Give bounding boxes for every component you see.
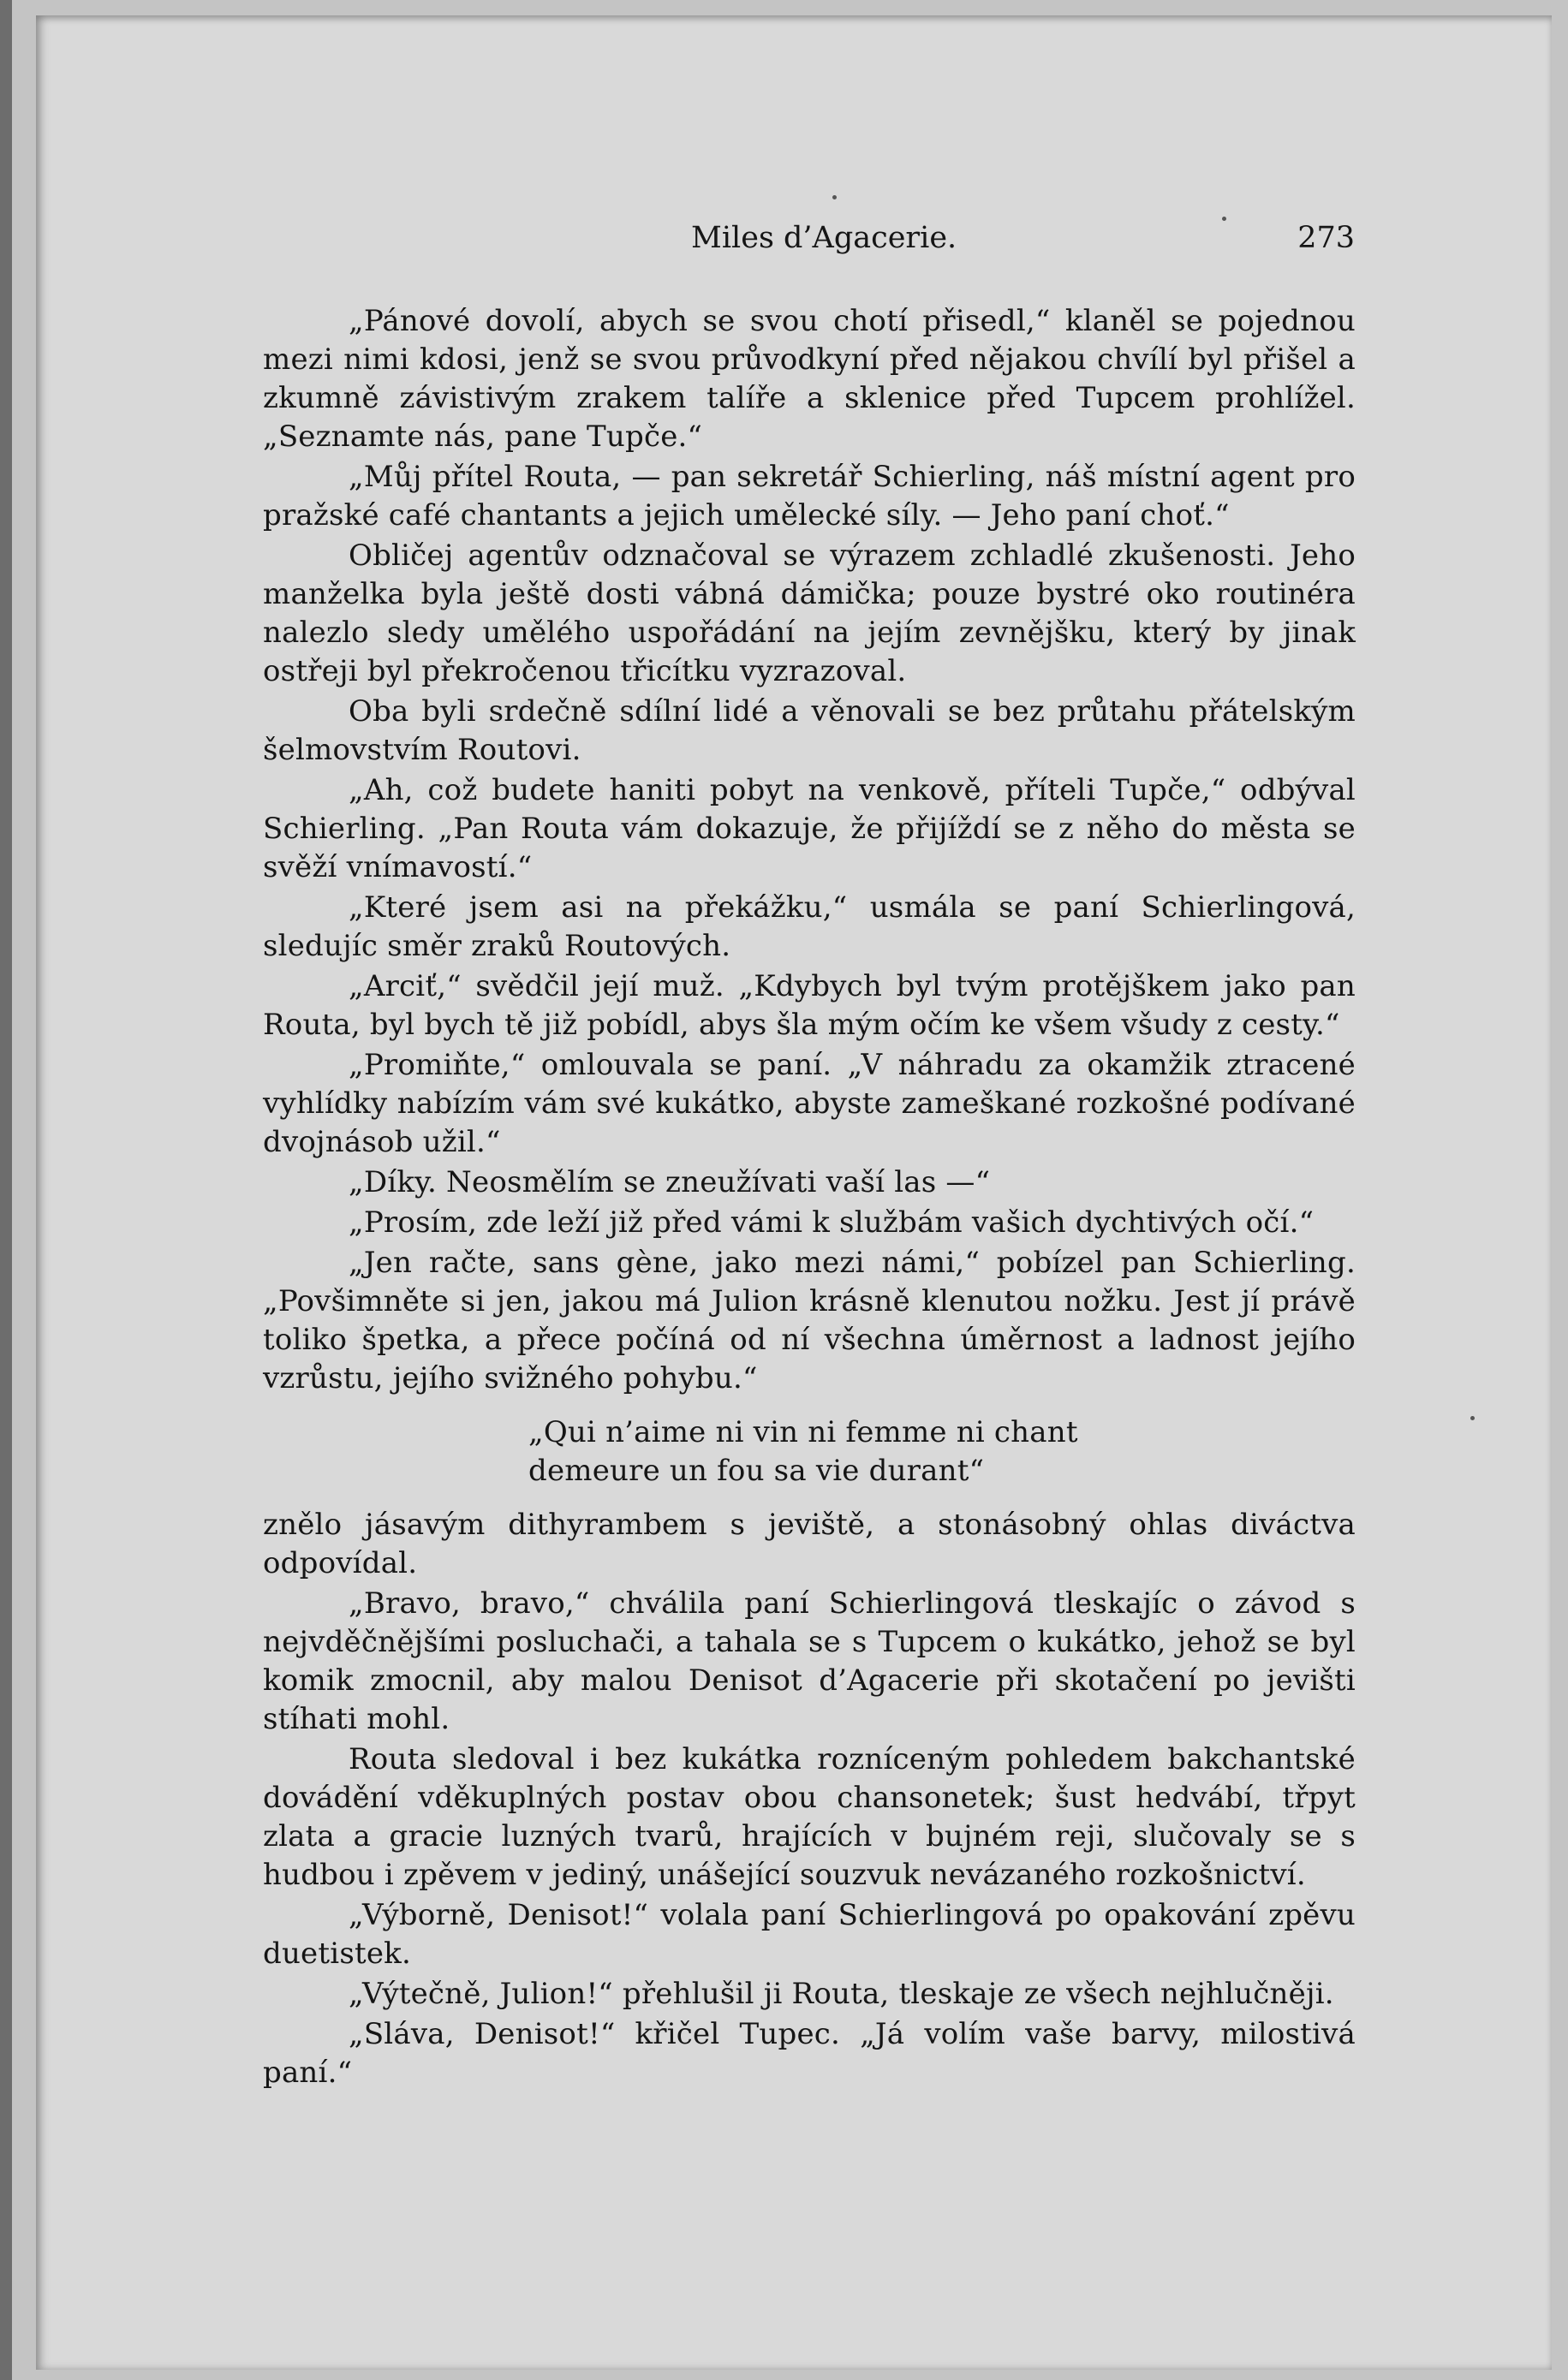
paragraph: „Pánové dovolí, abych se svou chotí přisedl,“ klaněl se pojednou mezi nimi kdosi, jenž se svou průvodkyní před nějakou chvílí byl přišel a zkumně závistivým zrakem talíře a sklenice před Tupcem prohlížel. „Seznamte nás, pane Tupče.“ — [263, 304, 1356, 454]
binding-shadow — [0, 0, 12, 2380]
scan-speck — [1222, 217, 1226, 221]
verse-line: demeure un fou sa vie durant“ — [528, 1454, 985, 1488]
verse-line: „Qui n’aime ni vin ni femme ni chant — [528, 1415, 1078, 1449]
paragraph: „Můj přítel Routa, — pan sekretář Schierling, náš místní agent pro pražské café chantants a jejich umělecké síly. — Jeho paní choť.“ — [263, 460, 1356, 533]
paragraph: „Sláva, Denisot!“ křičel Tupec. „Já volím vaše barvy, milostivá paní.“ — [263, 2017, 1356, 2090]
paragraph: „Jen račte, sans gène, jako mezi námi,“ pobízel pan Schierling. „Povšimněte si jen, jakou má Julion krásně klenutou nožku. Jest jí právě toliko špetka, a přece počíná od ní všechna úměrnost a ladnost jejího vzrůstu, jejího svižného pohybu.“ — [263, 1246, 1356, 1395]
quoted-verse — [528, 1413, 1356, 1490]
scan-speck — [832, 195, 837, 199]
paragraph-continuation: znělo jásavým dithyrambem s jeviště, a stonásobný ohlas diváctva odpovídal. — [263, 1508, 1356, 1580]
paragraph: „Výtečně, Julion!“ přehlušil ji Routa, tleskaje ze všech nejhlučněji. — [349, 1977, 1334, 2011]
paragraph: „Výborně, Denisot!“ volala paní Schierlingová po opakování zpěvu duetistek. — [263, 1898, 1356, 1971]
paragraph: „Promiňte,“ omlouvala se paní. „V náhradu za okamžik ztracené vyhlídky nabízím vám své kukátko, abyste zameškané rozkošné podívané dvojnásob užil.“ — [263, 1048, 1356, 1159]
paragraph: „Ah, což budete haniti pobyt na venkově, příteli Tupče,“ odbýval Schierling. „Pan Routa vám dokazuje, že přijíždí se z něho do města se svěží vnímavostí.“ — [263, 773, 1356, 884]
paragraph: „Bravo, bravo,“ chválila paní Schierlingová tleskajíc o závod s nejvděčnějšími posluchači, a tahala se s Tupcem o kukátko, jehož se byl komik zmocnil, aby malou Denisot d’Agacerie při skotačení po jevišti stíhati mohl. — [263, 1586, 1356, 1736]
page-header — [259, 221, 1355, 264]
paragraph: Routa sledoval i bez kukátka rozníceným pohledem bakchantské dovádění vděkuplných postav obou chansonetek; šust hedvábí, třpyt zlata a gracie luzných tvarů, hrajících v bujném reji, slučovaly se s hudbou i zpěvem v jediný, unášející souzvuk nevázaného rozkošnictví. — [263, 1742, 1356, 1892]
paragraph: Obličej agentův odznačoval se výrazem zchladlé zkušenosti. Jeho manželka byla ještě dosti vábná dámička; pouze bystré oko routinéra nalezlo sledy umělého uspořádání na jejím zevnějšku, který by jinak ostřeji byl překročenou třicítku vyzrazoval. — [263, 538, 1356, 688]
running-title: Miles d’Agacerie. — [691, 221, 957, 255]
paragraph: „Díky. Neosmělím se zneužívati vaší las —“ — [349, 1165, 991, 1199]
paragraph: „Prosím, zde leží již před vámi k službám vašich dychtivých očí.“ — [349, 1205, 1315, 1240]
paragraph: „Které jsem asi na překážku,“ usmála se paní Schierlingová, sledujíc směr zraků Routových. — [263, 890, 1356, 963]
scan-speck — [1470, 1416, 1475, 1420]
main-text — [263, 302, 1356, 2094]
paragraph: Oba byli srdečně sdílní lidé a věnovali se bez průtahu přátelským šelmovstvím Routovi. — [263, 694, 1356, 767]
page-number: 273 — [1297, 221, 1355, 255]
book-page — [36, 15, 1552, 2370]
paragraph: „Arciť,“ svědčil její muž. „Kdybych byl tvým protějškem jako pan Routa, byl bych tě již pobídl, abys šla mým očím ke všem všudy z cesty.“ — [263, 969, 1356, 1042]
